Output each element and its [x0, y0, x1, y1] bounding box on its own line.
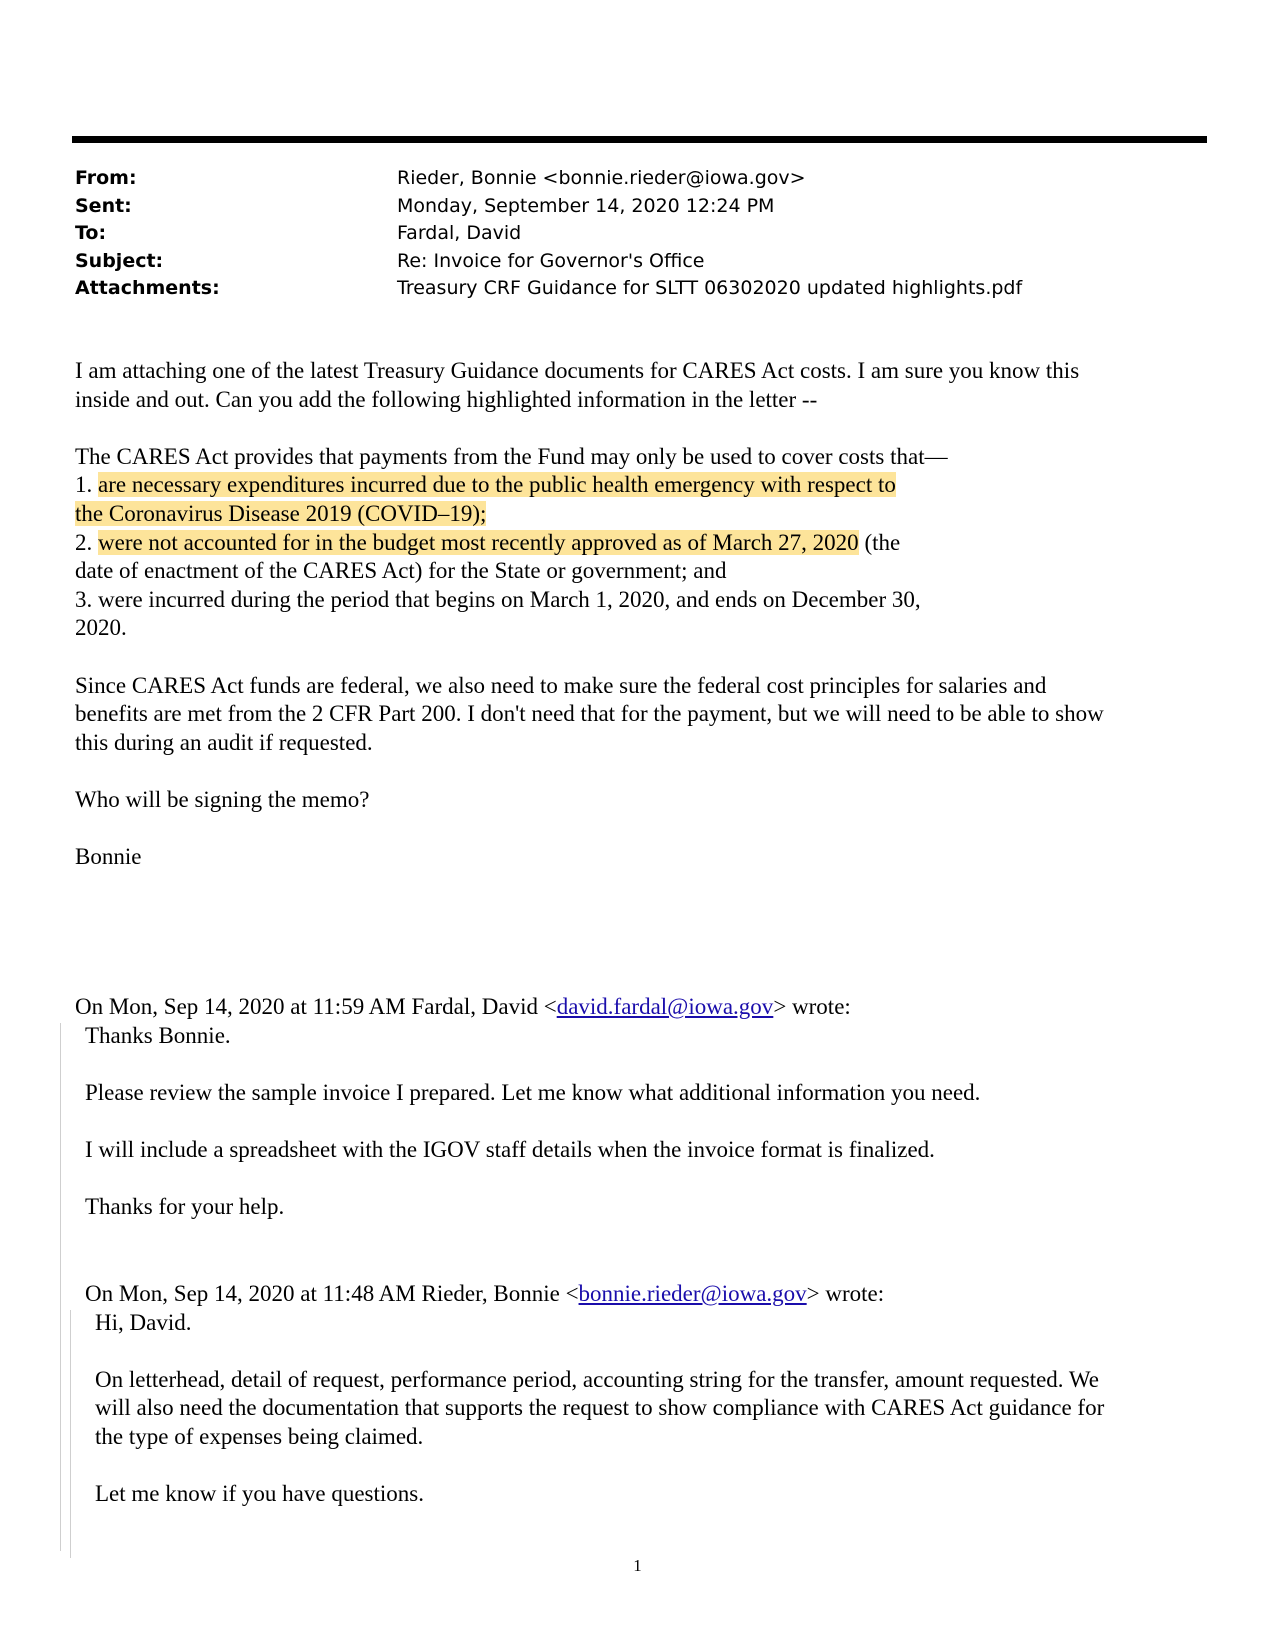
federal-line: this during an audit if requested.: [75, 729, 373, 755]
intro-line: I am attaching one of the latest Treasury Guidance documents for CARES Act costs. I am sure you know this: [75, 358, 1080, 383]
to-value: Fardal, David: [397, 222, 522, 244]
quote-intro-suffix: > wrote:: [773, 994, 851, 1019]
provision-item-1-cont: [75, 500, 1215, 529]
to-row: [75, 220, 1185, 248]
signature: Bonnie: [75, 844, 142, 870]
subject-value: Re: Invoice for Governor's Office: [397, 249, 705, 272]
quote-bar: [70, 1310, 71, 1558]
provision-paragraph: [75, 443, 1215, 643]
quote-greeting: Hi, David.: [95, 1309, 192, 1335]
quote-intro: [75, 993, 1215, 1022]
item-number: 2.: [75, 529, 98, 555]
quote-line: Thanks Bonnie.: [85, 1022, 231, 1048]
federal-line: benefits are met from the 2 CFR Part 200. I don't need that for the payment, but we will need to be able to show: [75, 701, 1104, 727]
quote-line: Thanks for your help.: [85, 1194, 285, 1220]
quote-bar: [60, 1023, 61, 1551]
sent-value: Monday, September 14, 2020 12:24 PM: [397, 194, 775, 217]
subject-label: Subject:: [75, 249, 164, 272]
item-tail: ;: [479, 500, 487, 526]
quote-intro-prefix: On Mon, Sep 14, 2020 at 11:59 AM Fardal, David <: [75, 994, 557, 1019]
subject-row: [75, 248, 1185, 276]
quote-body: [75, 1022, 1215, 1222]
from-value: Rieder, Bonnie <bonnie.rieder@iowa.gov>: [397, 167, 806, 189]
highlighted-text: were not accounted for in the budget most recently approved as of March 27, 2020: [98, 529, 859, 555]
highlighted-text: the Coronavirus Disease 2019 (COVID–19): [75, 500, 480, 526]
email-link[interactable]: bonnie.rieder@iowa.gov: [578, 1281, 807, 1306]
question-paragraph: Who will be signing the memo?: [75, 786, 370, 812]
sent-label: Sent:: [75, 194, 132, 217]
from-label: From:: [75, 167, 137, 189]
item-number: 1.: [75, 472, 98, 498]
quote-closing: Let me know if you have questions.: [95, 1481, 424, 1507]
provision-lead: The CARES Act provides that payments from the Fund may only be used to cover costs that—: [75, 443, 948, 469]
quoted-message-1: [75, 993, 1215, 1250]
sent-row: [75, 193, 1185, 221]
provision-item-1: [75, 471, 1215, 500]
provision-item-3: 3. were incurred during the period that begins on March 1, 2020, and ends on December 30,: [75, 586, 921, 612]
quoted-message-2: [85, 1280, 1210, 1537]
federal-paragraph: [75, 672, 1215, 758]
to-label: To:: [75, 222, 107, 244]
quote-line: Please review the sample invoice I prepared. Let me know what additional information you need.: [85, 1079, 981, 1105]
intro-paragraph: [75, 357, 1215, 414]
intro-line: inside and out. Can you add the following highlighted information in the letter --: [75, 386, 818, 412]
quote-line: the type of expenses being claimed.: [95, 1423, 424, 1449]
attachments-label: Attachments:: [75, 277, 220, 299]
quote-line: On letterhead, detail of request, performance period, accounting string for the transfer, amount requested. We: [95, 1366, 1099, 1392]
quote-intro-suffix: > wrote:: [806, 1281, 885, 1306]
quote-line: will also need the documentation that supports the request to show compliance with CARES Act guidance for: [95, 1395, 1105, 1421]
provision-item-2: [75, 529, 1215, 558]
header-rule: [72, 136, 1207, 143]
message-body: [75, 357, 1215, 900]
page-number: 1: [633, 1556, 642, 1575]
quote-line: I will include a spreadsheet with the IGOV staff details when the invoice format is finalized.: [85, 1136, 935, 1162]
email-header: [75, 165, 1185, 303]
provision-item-3-cont: 2020.: [75, 615, 127, 641]
highlighted-text: are necessary expenditures incurred due to the public health emergency with respect to: [98, 472, 896, 498]
provision-item-2-cont: date of enactment of the CARES Act) for the State or government; and: [75, 558, 727, 584]
quote-intro: [85, 1280, 1210, 1309]
item-tail: (the: [858, 529, 901, 555]
federal-line: Since CARES Act funds are federal, we also need to make sure the federal cost principles for salaries and: [75, 672, 1047, 698]
email-link[interactable]: david.fardal@iowa.gov: [556, 994, 774, 1019]
quote-paragraph: [95, 1366, 1210, 1452]
from-row: [75, 165, 1185, 193]
quote-body: [85, 1309, 1210, 1509]
quote-intro-prefix: On Mon, Sep 14, 2020 at 11:48 AM Rieder, Bonnie <: [85, 1281, 579, 1306]
attachments-row: [75, 275, 1185, 303]
attachments-value: Treasury CRF Guidance for SLTT 06302020 updated highlights.pdf: [397, 277, 1023, 299]
